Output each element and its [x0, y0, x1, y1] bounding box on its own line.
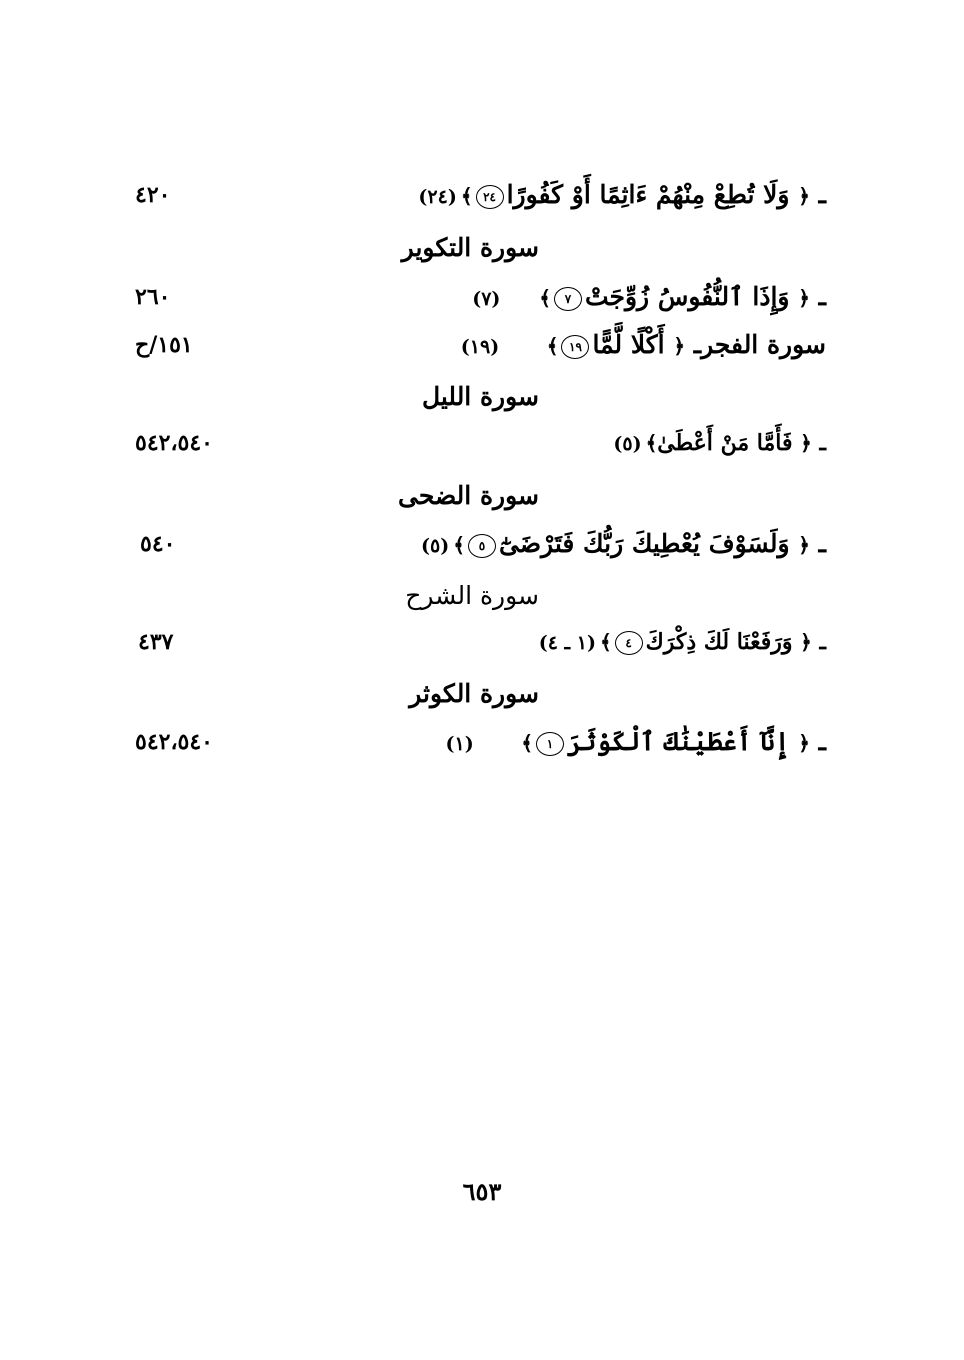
ayah-number: (٥) — [613, 433, 642, 455]
surah-heading: سورة التكوير — [401, 233, 539, 262]
page-reference: ٥٤٢،٥٤٠ — [135, 729, 213, 755]
index-entry — [0, 522, 964, 566]
ayah-number: (٧) — [472, 288, 501, 310]
page-reference: ١٥١/ح — [135, 332, 193, 358]
index-entry — [0, 275, 964, 319]
surah-name-inline: سورة الفجر — [701, 330, 826, 359]
page-reference: ٤٢٠ — [135, 182, 171, 208]
page-reference: ٥٤٠ — [140, 531, 176, 557]
ayah-end-marker: ١ — [536, 732, 564, 756]
ayah-end-marker: ١٩ — [561, 335, 589, 359]
ayah-number: (١ ـ ٤) — [538, 632, 596, 654]
page-reference: ٤٣٧ — [138, 629, 174, 655]
ayah-number: (١٩) — [460, 336, 500, 358]
verse-text: ـ ﴿ وَإِذَا ٱلنُّفُوسُ زُوِّجَتْ٧﴾ (٧) — [472, 282, 826, 311]
surah-heading: سورة الضحى — [398, 481, 539, 510]
ayah-number: (٢٤) — [418, 186, 457, 208]
ayah-number: (٥) — [421, 535, 450, 557]
ayah-end-marker: ٥ — [468, 534, 496, 558]
verse-text: ـ ﴿ إِنَّآ أَعْطَيْنَٰكَ ٱلْكَوْثَرَ١﴾ (١) — [445, 727, 826, 756]
verse-text: ـ ﴿ وَلَا تُطِعْ مِنْهُمْ ءَاثِمًا أَوْ كَفُورًا٢٤﴾(٢٤) — [418, 180, 826, 209]
index-entry — [0, 421, 964, 465]
verse-text: ـ ﴿ فَأَمَّا مَنْ أَعْطَىٰ﴾(٥) — [613, 430, 826, 456]
index-entry — [0, 620, 964, 664]
ayah-number: (١) — [445, 733, 474, 755]
page-reference: ٢٦٠ — [135, 284, 171, 310]
index-entry — [0, 323, 964, 367]
verse-text: ـ ﴿ وَلَسَوْفَ يُعْطِيكَ رَبُّكَ فَتَرْضَىٰٓ٥﴾(٥) — [421, 529, 826, 558]
page-number: ٦٥٣ — [462, 1177, 502, 1206]
ayah-end-marker: ٢٤ — [476, 185, 504, 209]
ayah-end-marker: ٤ — [615, 631, 643, 655]
surah-heading: سورة الشرح — [405, 581, 539, 610]
index-entry — [0, 173, 964, 217]
verse-text: سورة الفجرـ ﴿ أَكْلًا لَّمًّا١٩﴾ (١٩) — [460, 330, 826, 359]
ayah-end-marker: ٧ — [554, 287, 582, 311]
surah-heading: سورة الليل — [421, 382, 539, 411]
index-entry — [0, 720, 964, 764]
surah-heading: سورة الكوثر — [409, 679, 539, 708]
verse-text: ـ ﴿ وَرَفَعْنَا لَكَ ذِكْرَكَ٤﴾(١ ـ ٤) — [538, 629, 826, 655]
page-reference: ٥٤٢،٥٤٠ — [135, 430, 213, 456]
